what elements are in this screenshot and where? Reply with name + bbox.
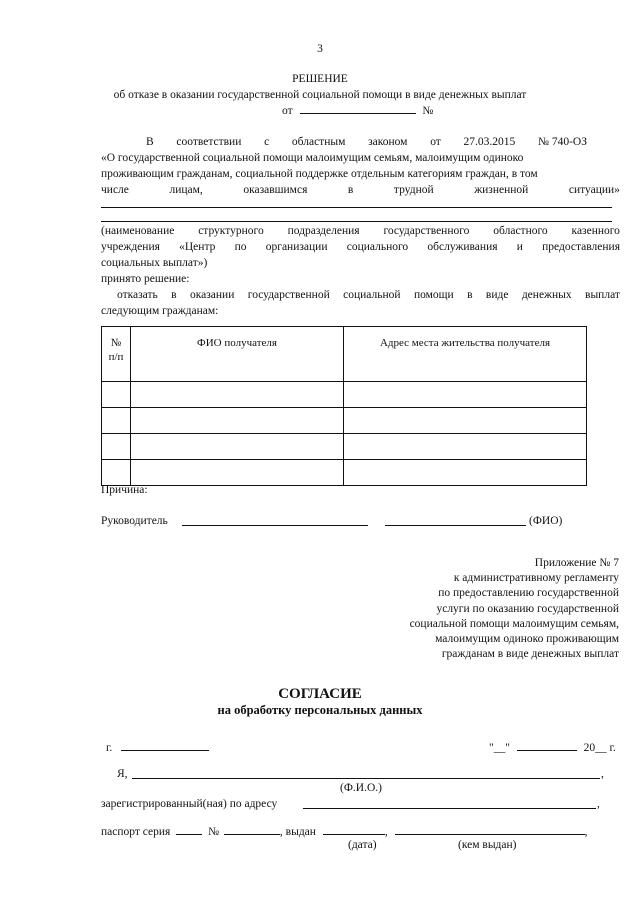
head-fio-field[interactable]	[385, 525, 526, 526]
appendix-line-7: гражданам в виде денежных выплат	[441, 648, 619, 661]
col-address-header: Адрес места жительства получателя	[344, 327, 587, 382]
appendix-line-3: по предоставлению государственной	[438, 587, 619, 600]
number-label: №	[422, 105, 434, 117]
appendix-line-6: малоимущим одиноко проживающим	[435, 633, 619, 646]
date-hint: (дата)	[348, 839, 377, 851]
registered-label: зарегистрированный(ная) по адресу	[101, 798, 278, 810]
address-field[interactable]	[303, 808, 596, 809]
table-cell[interactable]	[131, 434, 344, 460]
appendix-line-4: услуги по оказанию государственной	[436, 602, 619, 615]
refuse-line-2: следующим гражданам:	[101, 305, 219, 317]
appendix-line-5: социальной помощи малоимущим семьям,	[409, 617, 619, 630]
date-year[interactable]: 20__ г.	[583, 742, 616, 754]
passport-number-label: №	[208, 826, 220, 838]
org-hint-line-2: учреждения «Центр по организации социального обслуживания и предоставления	[101, 241, 620, 253]
decision-made: принято решение:	[101, 273, 190, 285]
appendix-block	[410, 556, 619, 662]
body-line-3: проживающим гражданам, социальной поддержке отдельным категориям граждан, в том	[101, 168, 538, 180]
table-cell[interactable]	[102, 408, 131, 434]
i-label: Я,	[117, 768, 128, 780]
consent-fio-field[interactable]	[132, 778, 600, 779]
appendix-line-2: к административному регламенту	[453, 572, 619, 585]
table-cell[interactable]	[344, 408, 587, 434]
org-hint-line-3: социальных выплат»)	[101, 257, 208, 269]
decision-subtitle: об отказе в оказании государственной социальной помощи в виде денежных выплат	[113, 89, 527, 101]
page-number: 3	[317, 43, 323, 55]
decision-date-row	[282, 103, 436, 118]
from-label: от	[282, 105, 293, 117]
decision-date-field[interactable]	[300, 103, 416, 114]
table-cell[interactable]	[344, 382, 587, 408]
passport-row: паспорт серия № , выдан , ,	[101, 826, 588, 838]
table-cell[interactable]	[344, 434, 587, 460]
issuer-hint: (кем выдан)	[458, 839, 517, 851]
table-cell[interactable]	[344, 460, 587, 486]
table-cell[interactable]	[102, 460, 131, 486]
col-num-header: № п/п	[102, 327, 131, 382]
fio-label: (ФИО)	[529, 515, 563, 527]
city-row	[106, 740, 209, 755]
table-row	[102, 434, 587, 460]
table-header-row	[102, 327, 587, 382]
consent-title: СОГЛАСИЕ	[278, 686, 362, 702]
passport-number-field[interactable]	[224, 824, 280, 835]
table-row	[102, 408, 587, 434]
head-label: Руководитель	[101, 515, 168, 527]
table-cell[interactable]	[131, 408, 344, 434]
reason-label: Причина:	[101, 484, 148, 496]
col-fio-header: ФИО получателя	[131, 327, 344, 382]
date-day[interactable]: "__"	[489, 742, 510, 754]
body-line-1: В соответствии с областным законом от 27.03.2015 № 740-ОЗ	[146, 136, 587, 148]
date-row	[489, 740, 616, 755]
refuse-line-1: отказать в оказании государственной социальной помощи в виде денежных выплат	[117, 289, 620, 301]
table-row	[102, 382, 587, 408]
org-name-field-1[interactable]	[101, 207, 612, 208]
body-line-4: числе лицам, оказавшимся в трудной жизненной ситуации»	[101, 184, 620, 196]
city-field[interactable]	[121, 740, 209, 751]
table-cell[interactable]	[131, 382, 344, 408]
appendix-line-1: Приложение № 7	[534, 557, 619, 569]
issuer-field[interactable]	[395, 824, 585, 835]
city-label: г.	[106, 742, 113, 754]
issue-date-field[interactable]	[323, 824, 385, 835]
passport-series-field[interactable]	[176, 824, 202, 835]
table-cell[interactable]	[102, 434, 131, 460]
fio-hint: (Ф.И.О.)	[340, 782, 382, 794]
passport-label: паспорт серия	[101, 826, 171, 838]
table-cell[interactable]	[102, 382, 131, 408]
body-line-2: «О государственной социальной помощи малоимущим семьям, малоимущим одиноко	[101, 152, 524, 164]
date-month-field[interactable]	[517, 740, 577, 751]
org-hint-line-1: (наименование структурного подразделения государственного областного казенного	[101, 225, 620, 237]
consent-subtitle: на обработку персональных данных	[217, 703, 423, 717]
table-cell[interactable]	[131, 460, 344, 486]
head-signature-field[interactable]	[182, 525, 368, 526]
org-name-field-2[interactable]	[101, 221, 612, 222]
recipients-table	[101, 326, 587, 486]
table-row	[102, 460, 587, 486]
issued-label: , выдан	[279, 826, 316, 838]
decision-title: РЕШЕНИЕ	[292, 73, 348, 85]
